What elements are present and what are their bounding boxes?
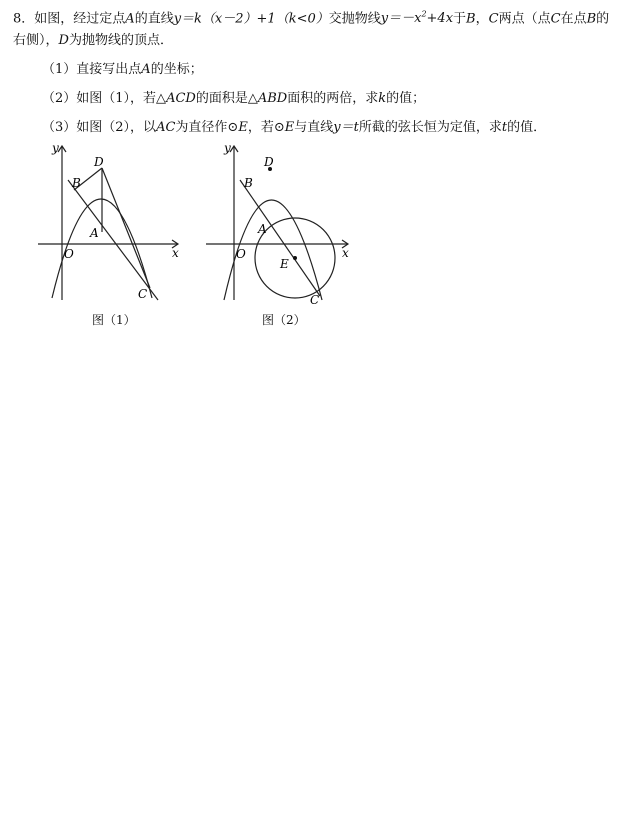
text: 两点（点 [498,11,551,27]
figure-2-caption: 图（2） [262,313,306,327]
text: 如图（2），以 [76,120,157,135]
point-b: B [466,11,476,27]
text: 的直线 [134,11,174,27]
text: 为直径作⊙ [175,120,239,135]
problem-number: 8． [13,11,35,27]
part-2 [42,91,425,107]
text: 如图，经过定点 [34,11,126,27]
text: 的 [596,11,610,27]
text: 为抛物线的顶点． [68,33,173,48]
label-x: x [172,246,179,260]
label-e: E [280,257,289,271]
point-a: A [125,11,135,27]
var: ACD [166,91,196,106]
var: ABD [257,91,288,106]
line-equation: y＝k（x－2）+1（k<0） [173,11,329,27]
parabola-equation: $y=-x^2+4x$ [380,10,454,27]
var: E [284,120,295,135]
text: 的值； [386,91,426,106]
figure-2 [200,140,360,310]
label-c: C [310,293,320,307]
var: E [238,120,248,135]
label-d: D [264,155,274,169]
figure-1 [30,140,190,310]
text: ， [475,11,489,27]
text: 如图（1），若△ [76,91,167,106]
var: k [378,91,387,106]
point-c: C [550,11,561,27]
label-b: B [244,176,253,190]
text: 于 [453,11,467,27]
label-d: D [94,155,104,169]
label-y: y [52,141,59,155]
part-3 [42,120,546,136]
line-bc [240,180,320,296]
var: t [501,120,508,135]
text: 与直线 [294,120,334,135]
line-bc [68,180,158,300]
text: 在点 [560,11,587,27]
text: 直接写出点 [76,62,142,77]
text: 交抛物线 [328,11,381,27]
var: AC [156,120,176,135]
problem-line-1 [13,7,609,27]
point-b: B [586,11,597,27]
label-x: x [342,246,349,260]
label-y: y [224,141,231,155]
label-c: C [138,287,148,301]
text: ，若⊙ [247,120,285,135]
label-a: A [90,226,99,240]
point-c: C [488,11,499,27]
label-a: A [258,222,267,236]
label-b: B [72,176,81,190]
problem-line-2 [13,33,173,49]
label-o: O [236,247,246,261]
part-label: （3） [42,120,77,135]
part-1 [42,62,203,78]
var: y＝t [333,120,359,135]
part-label: （1） [42,62,77,77]
label-o: O [64,247,74,261]
part-label: （2） [42,91,77,106]
point-d: D [58,33,69,48]
text: 所截的弦长恒为定值，求 [358,120,502,135]
text: 右侧）， [13,33,59,48]
segment-dc [102,168,150,288]
figure-1-caption: 图（1） [92,313,136,327]
text: 面积的两倍，求 [287,91,379,106]
text: 的值． [507,120,547,135]
text: 的面积是△ [195,91,258,106]
text: 的坐标； [150,62,203,77]
var: A [141,62,151,77]
point-e-dot [293,256,297,260]
